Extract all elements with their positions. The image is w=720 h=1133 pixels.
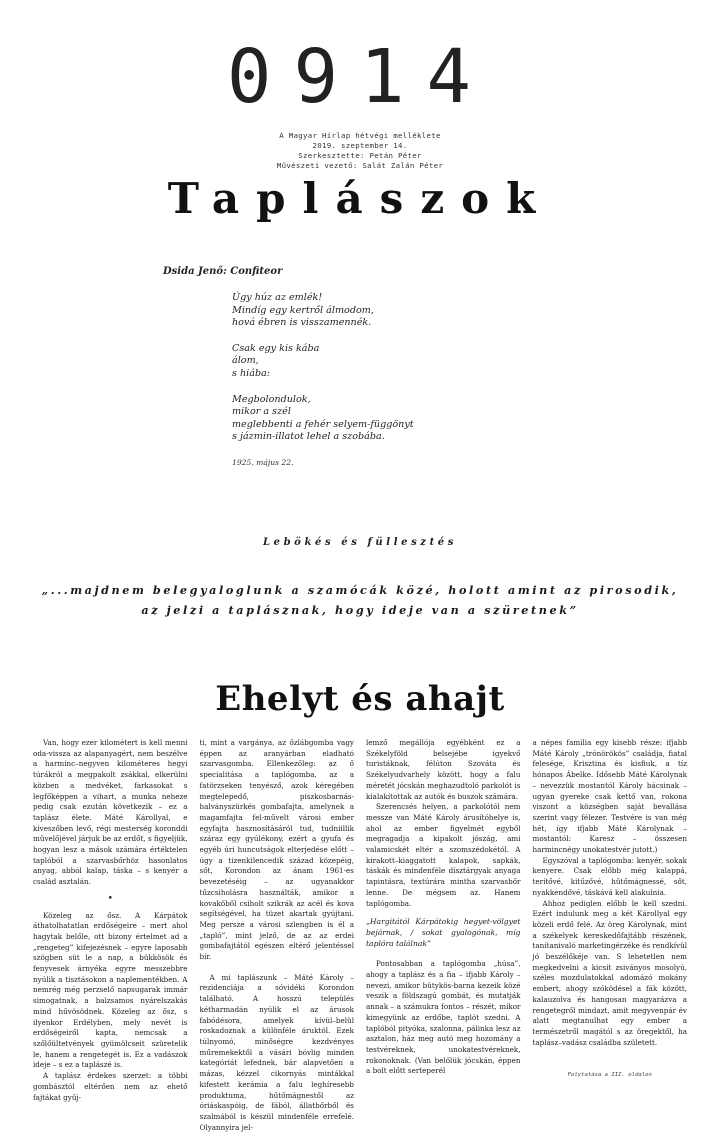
poem — [232, 292, 532, 470]
section-divider: • — [107, 893, 113, 904]
poem-line: álom, — [232, 355, 259, 367]
credits-art-director: Művészeti vezető: Salát Zalán Péter — [276, 161, 444, 170]
article-column-4 — [532, 738, 688, 1079]
section-label: Lebökés és füllesztés — [263, 537, 457, 548]
article-paragraph: A taplász érdekes szerzet: a többi gombásztól eltérően nem az ehető fajtákat gyűj- — [33, 1071, 188, 1102]
article-column-2 — [199, 738, 355, 1132]
poem-line: hová ébren is visszamennék. — [232, 317, 372, 329]
article-paragraph: Van, hogy ezer kilométert is kell menni oda-vissza az alapanyagért, nem beszélve a harminc–negyven kilométeres hegyi túrákról a megpakolt zsákkal, elkerülni közben a medvéket, farkasokat s legfőképpen a vihart, a munka neheze pedig csak ezután következik – ez a taplász élete. Máté Károllyal, e kiveszőben levő, régi mesterség koronddi művelőjével járjuk be az erdőt, s figyeljük, hogyan lesz a mások számára értéktelen taplóból a szarvasbőrhöz hasonlatos anyag, abból kalap, táska – s kenyér a család asztalán. — [33, 738, 188, 887]
masthead-number: 0914 — [226, 34, 494, 120]
poem-stanza — [232, 343, 532, 381]
page-title: Taplászok — [167, 174, 553, 223]
poem-line: s hiába: — [232, 367, 271, 379]
poem-date: 1925. május 22. — [232, 457, 294, 467]
credits-date: 2019. szeptember 14. — [312, 141, 408, 150]
article-paragraph: Szerencsés helyen, a parkolótól nem messze van Máté Károly árusítóhelye is, ahol az ember figyelmét egyből megragadja a kipakolt jószág, ami valamicskét eltér a szomszédokétól. A kirakott–kiaggatott kalapok, sapkák, táskák és mindenféle dísztárgyak anyaga tapintásra, textúrára mintha szarvasbőr lenne. De mégsem az. Hanem taplógomba. — [366, 802, 521, 908]
continued-note: Folytatása a III. oldalon — [567, 1072, 652, 1079]
poem-line: s jázmin-illatot lehel a szobába. — [232, 431, 385, 443]
article-paragraph: Közeleg az ősz. A Kárpátok áthatolhatatlan erdőségeire – mert ahol hagytak belőle, ott bizony értelmet ad a „rengeteg” kifejezésnek – egyre laposabb szögben süt le a nap, a bükkösök és fenyvesek árnyéka egyre messzebbre nyúlik a tisztásokon a naplementékben. A nemrég még perzselő napsugarak immár simogatnak, a balzsamos nyárelszakás mind hűvösödnek. Közeleg az ősz, s ilyenkor Erdélyben, mely nevét is erdőségeiről kapta, nemcsak a szőlőültetvények gyümölcseit szüretelik le, hanem a rengetegét is. Ez a vadászok ideje – s ez a taplászé is. — [33, 910, 188, 1070]
poem-line: mikor a szél — [232, 406, 291, 418]
article-paragraph: Egyszóval a taplógomba: kenyér, sokak kenyere. Csak előbb még kalappá, terítővé, kitűzővé, hűtőmágnessé, sőt, nyakkendővé, táskává kell alakulnia. — [532, 855, 687, 897]
poem-stanza — [232, 394, 532, 444]
poem-stanza — [232, 292, 532, 330]
poem-line: Mindíg egy kertről álmodom, — [232, 304, 374, 316]
credits-line: A Magyar Hírlap hétvégi melléklete — [279, 131, 441, 140]
article-column-1 — [33, 738, 188, 1102]
poem-line: meglebbenti a fehér selyem-függönyt — [232, 418, 414, 430]
article-column-3 — [366, 738, 521, 1076]
pull-quote-line: az jelzi a taplásznak, hogy ideje van a szüretnek” — [141, 603, 579, 617]
article-pull-quote: „Hargitától Kárpátokig hegyet-völgyet bejárnak, / sokat gyalogónak, míg taplóra találnak” — [366, 917, 521, 948]
article-paragraph: lemző megállója egyébként ez a Székelyföld belsejébe igyekvő turistáknak, félúton Szováta és Székelyudvarhely között, hogy a falu méretét jócskán meghazudtoló parkolót is kialakítottak az autók és buszok számára. — [366, 738, 521, 801]
article-paragraph: Pontosabban a taplógomba „húsa”, ahogy a taplász és a fia – ifjabb Károly – nevezi, amikor bütykös-barna kezeik közé veszik a földszagú gombát, és mutatják annak – a számukra fontos – részét, mikor kimegyünk az erdőbe, taplót szedni. A taplóból pityóka, szalonna, pálinka lesz az asztalon, ház meg autó meg hozomány a testvéreknek, unokatestvéreknek, rokonoknak. (Van belőlük jócskán, éppen a bolt előtt serteperél — [366, 959, 521, 1076]
pull-quote — [0, 580, 720, 620]
poem-line: Úgy húz az emlék! — [232, 292, 323, 303]
credits — [0, 131, 720, 171]
pull-quote-line: „...majdnem belegyaloglunk a szamócák közé, holott amint az pirosodik, — [41, 583, 679, 597]
article-body — [33, 738, 687, 1132]
article-paragraph: ti, mint a vargánya, az őzlábgomba vagy éppen az aranyárban eladható szarvasgomba. Ellenkezőleg: az ő specialitása a taplógomba, az a fatörzseken tenyésző, azok kéregében megtelepedő, piszkosbarnás-halványszürkés gombafajta, amelynek a magamfajta fel-művelt városi ember egyfajta hasznosításáról tud, tudniillik száraz egy gyúlékony, ezért a gyufa és egyéb úri huncutságok elterjedése előtt – úgy a tizenkilencedik század közepéig, sőt, Korondon az ánam 1961-es bevezetéséig – az ugyanakkor tűzcsiholásra használták, amikor a kovakőből csiholt szikrák az acél és kova segítségével, ha tüzet akartak gyújtani. Meg persze a városi szlengben is él a „tapló”, mint jelző, de az az erdei gombafajtától egészen eltérő jelentéssel bír. — [199, 738, 354, 962]
article-paragraph: A mi taplászunk – Máté Károly – rezidenciája a sóvidéki Korondon található. A hosszú település kétharmadán nyúlik el az árusok fabódésora, amelyek kívül–belül roskadoznak a különféle áruktól. Ezek túlnyomó, minőségre kezdvényes műremekektől a vásári bóvlig minden kategóriát lefednek, bár alapvetően a mázas, kézzel cikornyás mintákkal kifestett kerámia a falu leghíresebb produktuma, hűtőmágnestől az óriáskaspóig, de fából, állatbőrből és szalmából is készül mindenféle errefelé. Olyannyira jel- — [199, 972, 354, 1132]
article-paragraph: a népes família egy kisebb része: ifjabb Máté Károly „trónörökös” családja, fiatal felesége, Krisztina és kisfiuk, a tíz hónapos Ábelke. Idősebb Máté Károlynak – nevezzük mostantól Károly bácsinak – ugyan gyereke csak kettő van, rokona viszont a községben saját bevallása szerint vagy félezer. Testvére is van még hét, így ifjabb Máté Károlynak – mostantól: Karesz – összesen harmincnégy unokatestvér jutott.) — [532, 738, 687, 855]
article-headline: Ehelyt és ahajt — [215, 679, 505, 719]
poem-author: Dsida Jenő: Confiteor — [163, 266, 283, 277]
article-paragraph: Ahhoz pediglen előbb le kell szedni. Ezért indulunk meg a két Károllyal egy közeli erdő felé. Az öreg Károlynak, mint a székelyek kereskedőfajtább részének, tanítanivaló marketingérzéke és rendkívül jó beszélőkéje van. S lehetetlen nem megkedvelni a kicsit zsiványos mosolyú, széles mozdulatokkal adomázó mokány embert, ahogy szóködésel a fák között, kalauzolva és hangosan magyarázva a rengetegről mindazt, amit megyvenpár év alatt megtanulhat egy ember a természetről magától s az öregektől, ha taplász–vadász családba született. — [532, 898, 687, 1047]
poem-line: Megbolondulok, — [232, 393, 311, 405]
credits-editor: Szerkesztette: Petán Péter — [298, 151, 422, 160]
poem-line: Csak egy kis kába — [232, 342, 320, 354]
